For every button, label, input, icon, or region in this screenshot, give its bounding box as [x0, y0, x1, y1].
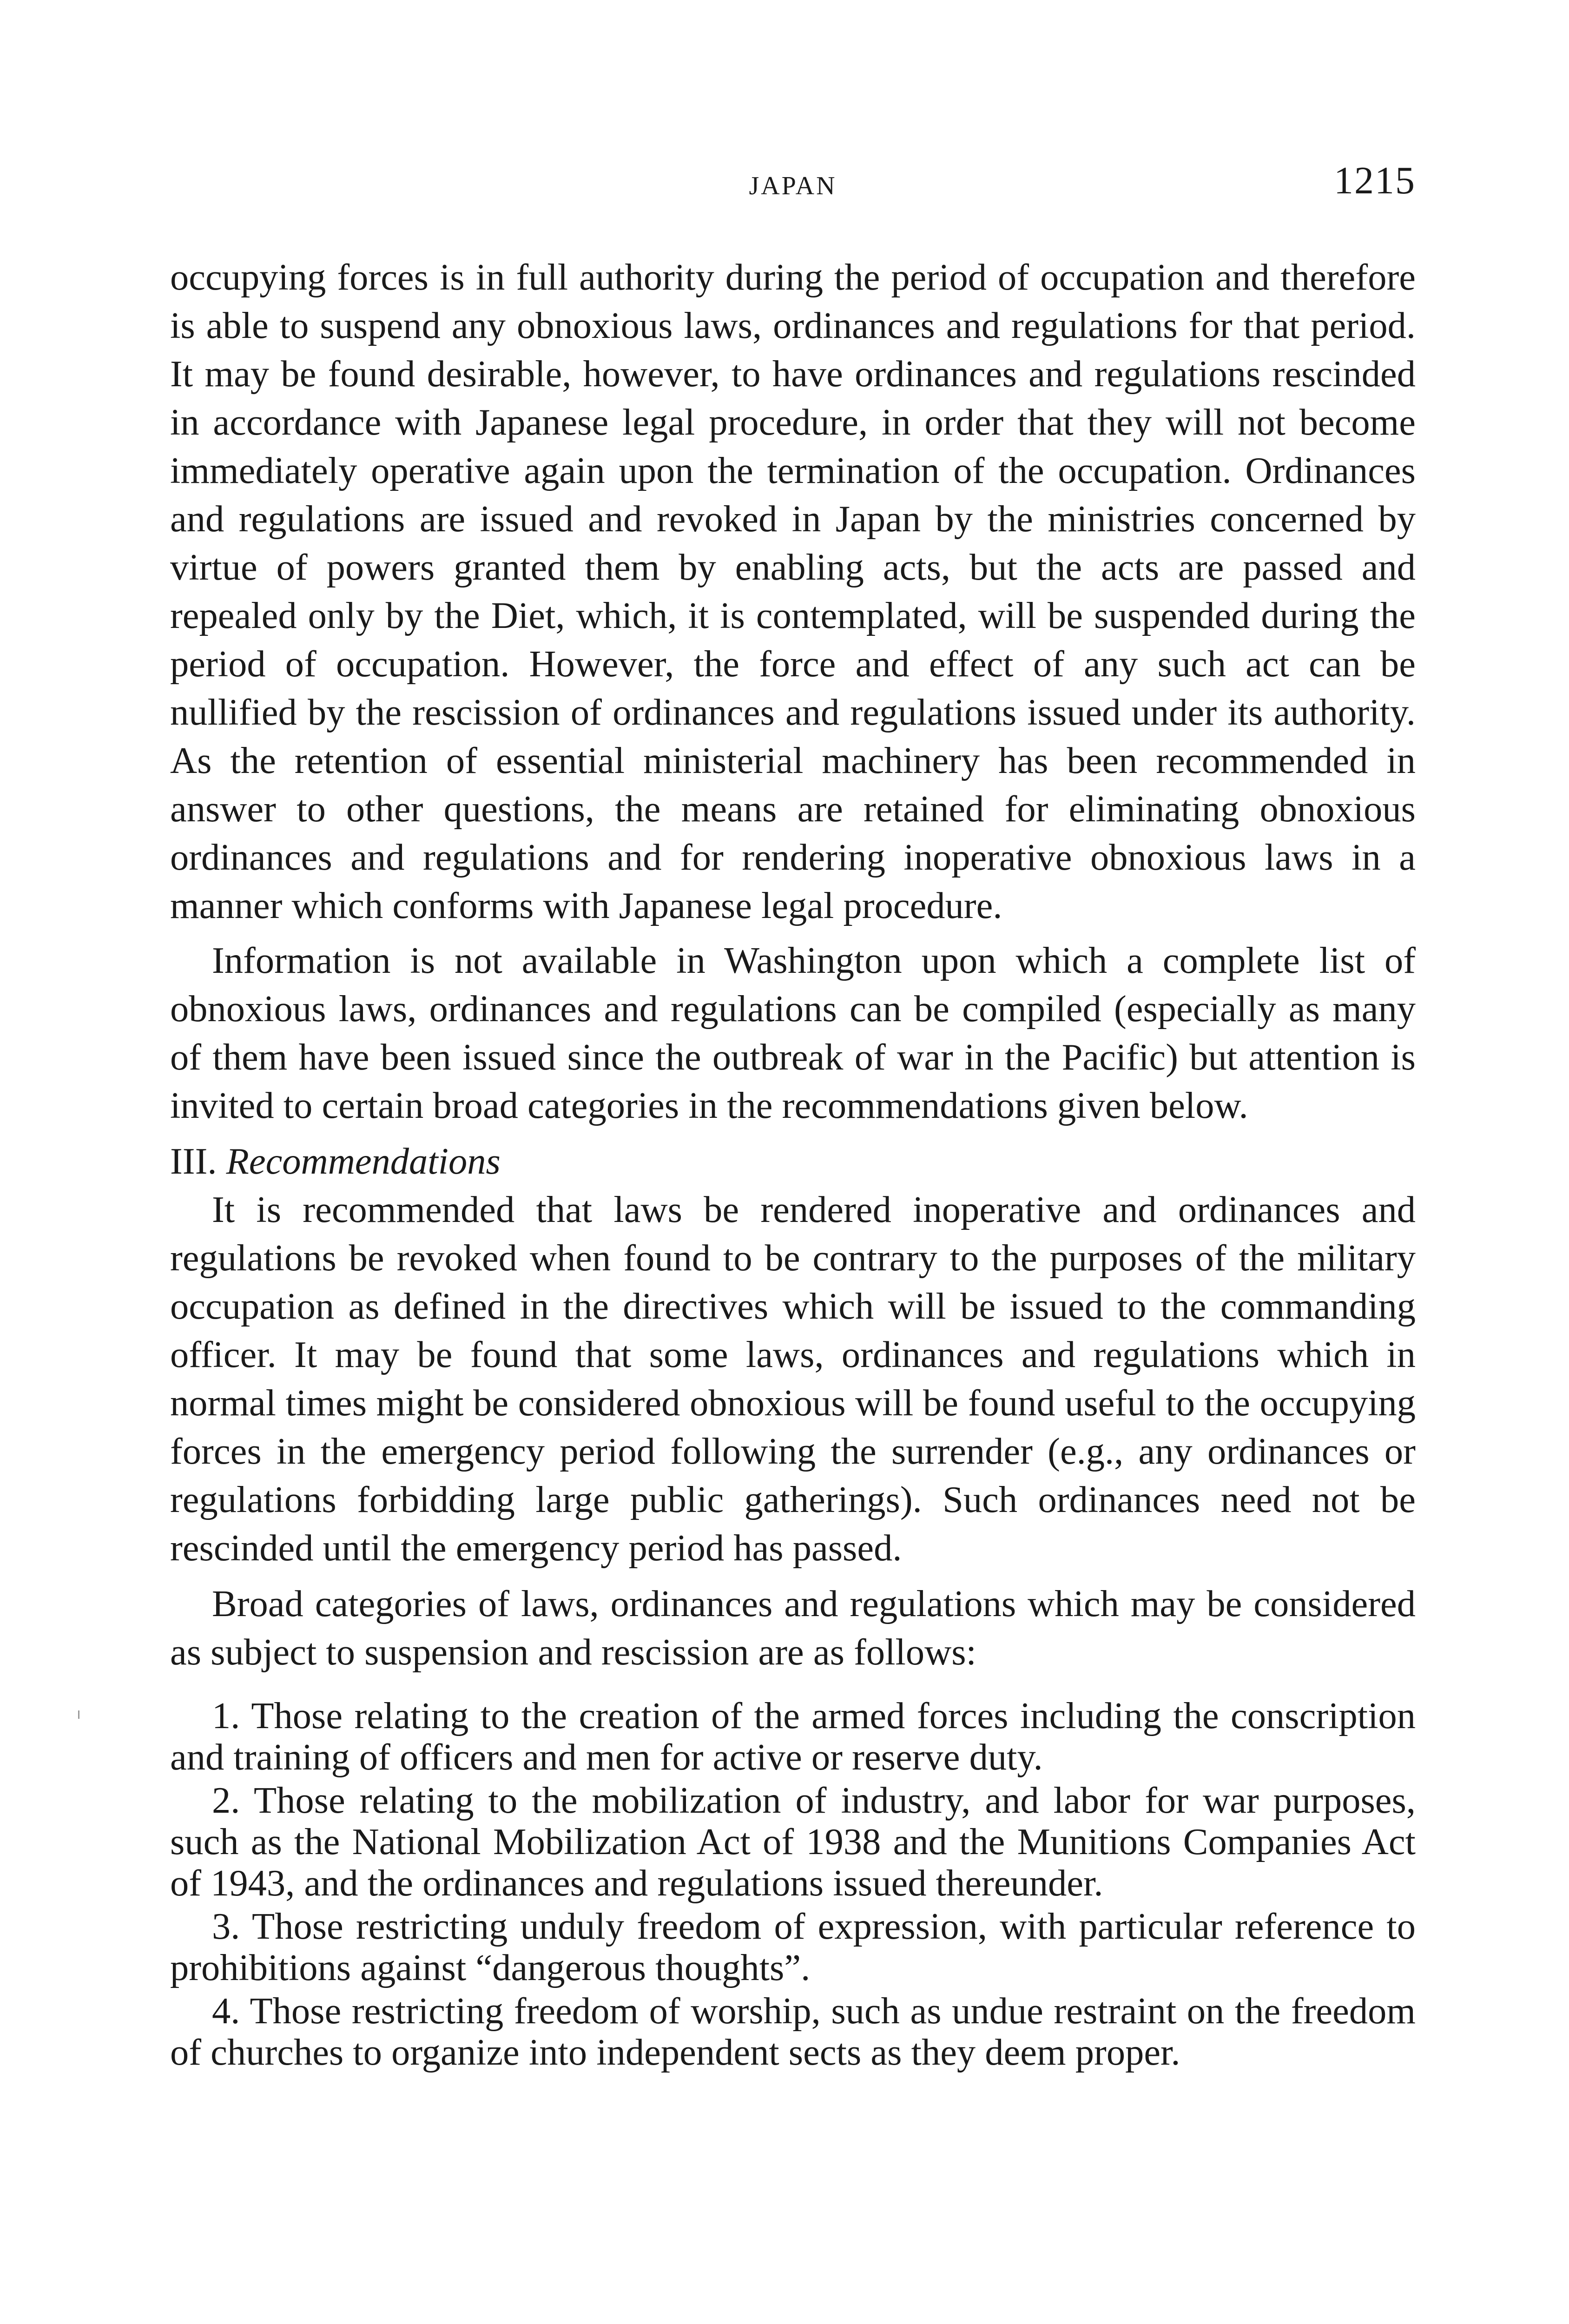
margin-speck — [78, 1710, 79, 1719]
paragraph-recommendation: It is recommended that laws be rendered inoperative and ordinances and regulations be revoked when found to be contrary to the purposes of the military occupation as defined in the directives which will be issued to the commanding officer. It may be found that some laws, ordinances and regulations which in normal times might be considered obnoxious will be found useful to the occupying forces in the emergency period following the surrender (e.g., any ordinances or regulations forbidding large public gatherings). Such ordinances need not be rescinded until the emergency period has passed. — [170, 1189, 1416, 1569]
paragraph-categories-intro: Broad categories of laws, ordinances and regulations which may be considered as subject to suspension and rescission are as follows: — [170, 1583, 1416, 1673]
paragraph-continuation: occupying forces is in full authority during the period of occupation and therefore is able to suspend any obnoxious laws, ordinances and regulations for that period. It may be found desirable, however, to have ordinances and regulations rescinded in accordance with Japanese legal procedure, in order that they will not become immediately operative again upon the termination of the occupation. Ordinances and regulations are issued and revoked in Japan by the ministries concerned by virtue of powers granted them by enabling acts, but the acts are passed and repealed only by the Diet, which, it is contemplated, will be suspended during the period of occupation. However, the force and effect of any such act can be nullified by the rescission of ordinances and regulations issued under its authority. As the retention of essential ministerial machinery has been recommended in answer to other questions, the means are retained for eliminating obnoxious ordinances and regulations and for rendering inoperative obnoxious laws in a manner which conforms with Japanese legal procedure. — [170, 257, 1416, 926]
section-numeral: III. — [170, 1141, 217, 1182]
list-item: 4. Those restricting freedom of worship, such as undue restraint on the freedom of churches to organize into independent sects as they deem proper. — [170, 1990, 1416, 2073]
list-item: 3. Those restricting unduly freedom of expression, with particular reference to prohibitions against “dangerous thoughts”. — [170, 1906, 1416, 1988]
paragraph-information: Information is not available in Washington upon which a complete list of obnoxious laws, ordinances and regulations can be compiled (especially as many of them have been issued since the outbreak of war in the Pacific) but attention is invited to certain broad categories in the recommendations given below. — [170, 940, 1416, 1126]
section-title: Recommendations — [226, 1141, 501, 1182]
page-header — [170, 158, 1416, 205]
body-text — [170, 253, 1416, 2075]
section-heading — [170, 1137, 1416, 1186]
running-head: JAPAN — [749, 172, 837, 200]
list-item: 1. Those relating to the creation of the armed forces including the conscription and training of officers and men for active or reserve duty. — [170, 1695, 1416, 1778]
list-item: 2. Those relating to the mobilization of industry, and labor for war purposes, such as the National Mobilization Act of 1938 and the Munitions Companies Act of 1943, and the ordinances and regulations issued thereunder. — [170, 1780, 1416, 1904]
page-number: 1215 — [1334, 159, 1416, 202]
categories-list — [170, 1695, 1416, 2073]
